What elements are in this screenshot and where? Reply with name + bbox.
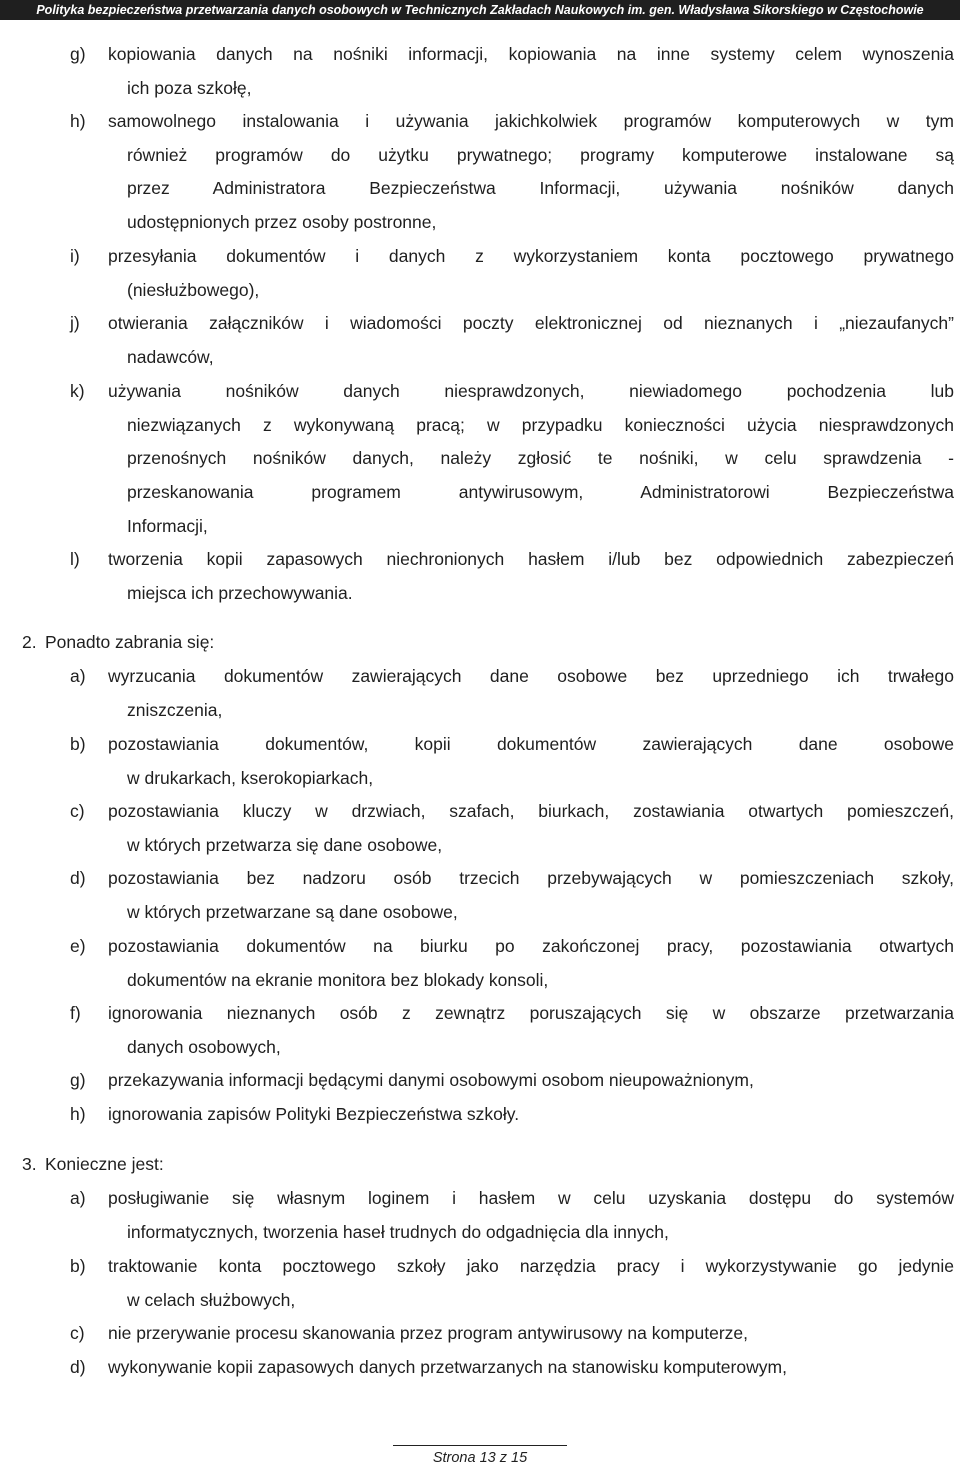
footer-divider (393, 1445, 567, 1446)
list-marker: a) (70, 1188, 86, 1208)
text-line: ignorowania nieznanych osób z zewnątrz poruszających się w obszarze przetwarzania (108, 1003, 954, 1023)
text-line: niezwiązanych z wykonywaną pracą; w przypadku konieczności użycia niesprawdzonych (127, 414, 954, 435)
text-line: używania nośników danych niesprawdzonych, niewiadomego pochodzenia lub (108, 381, 954, 401)
list-item-text (108, 930, 954, 997)
list-item-text (108, 38, 954, 105)
list-item-text (108, 1317, 954, 1351)
text-line: otwierania załączników i wiadomości poczty elektronicznej od nieznanych i „niezaufanych” (108, 313, 954, 333)
text-line: nadawców, (127, 346, 214, 367)
list-marker: c) (70, 801, 85, 821)
text-line: przekazywania informacji będącymi danymi osobowymi osobom nieupoważnionym, (108, 1070, 754, 1090)
list-item-text (108, 795, 954, 862)
list-item-text (108, 1250, 954, 1317)
page-number: Strona 13 z 15 (432, 1450, 528, 1466)
list-item-text (108, 105, 954, 240)
list-item-text (108, 1064, 954, 1098)
text-line: dokumentów na ekranie monitora bez blokady konsoli, (127, 969, 549, 990)
section-number: 2. (22, 632, 37, 652)
text-line: w drukarkach, kserokopiarkach, (127, 767, 374, 788)
list-marker: i) (70, 246, 80, 266)
text-line: ignorowania zapisów Polityki Bezpieczeństwa szkoły. (108, 1104, 520, 1124)
text-line: miejsca ich przechowywania. (127, 582, 353, 603)
text-line: przesyłania dokumentów i danych z wykorzystaniem konta pocztowego prywatnego (108, 246, 954, 266)
text-line: wyrzucania dokumentów zawierających dane osobowe bez uprzedniego ich trwałego (108, 666, 954, 686)
list-item-text (108, 240, 954, 307)
list-marker: b) (70, 734, 86, 754)
list-marker: f) (70, 1003, 81, 1023)
list-item-text (108, 660, 954, 727)
page-header: Polityka bezpieczeństwa przetwarzania danych osobowych w Technicznych Zakładach Naukowych im. gen. Władysława Sikorskiego w Częstochowie (0, 0, 960, 20)
list-marker: d) (70, 868, 86, 888)
text-line: pozostawiania dokumentów, kopii dokumentów zawierających dane osobowe (108, 734, 954, 754)
section-heading-text (45, 626, 954, 660)
text-line: traktowanie konta pocztowego szkoły jako narzędzia pracy i wykorzystywanie go jedynie (108, 1256, 954, 1276)
text-line: w celach służbowych, (127, 1289, 296, 1310)
text-line: Informacji, (127, 515, 208, 536)
text-line: posługiwanie się własnym loginem i hasłem w celu uzyskania dostępu do systemów (108, 1188, 954, 1208)
text-line: w których przetwarza się dane osobowe, (127, 834, 443, 855)
text-line: kopiowania danych na nośniki informacji, kopiowania na inne systemy celem wynoszenia (108, 44, 954, 64)
text-line: wykonywanie kopii zapasowych danych przetwarzanych na stanowisku komputerowym, (108, 1357, 787, 1377)
list-marker: e) (70, 936, 86, 956)
list-marker: h) (70, 111, 86, 131)
list-item-text (108, 1351, 954, 1385)
list-item-text (108, 375, 954, 543)
list-item-text (108, 1098, 954, 1132)
text-line: przez Administratora Bezpieczeństwa Informacji, używania nośników danych (127, 178, 954, 199)
list-item-text (108, 997, 954, 1064)
list-item-text (108, 862, 954, 929)
list-marker: g) (70, 44, 86, 64)
text-line: nie przerywanie procesu skanowania przez program antywirusowy na komputerze, (108, 1323, 749, 1343)
list-item-text (108, 1182, 954, 1249)
heading-line: Ponadto zabrania się: (45, 632, 215, 652)
text-line: tworzenia kopii zapasowych niechronionych hasłem i/lub bez odpowiednich zabezpieczeń (108, 549, 954, 569)
list-marker: h) (70, 1104, 86, 1124)
text-line: pozostawiania kluczy w drzwiach, szafach, biurkach, zostawiania otwartych pomieszczeń, (108, 801, 954, 821)
section-heading-text (45, 1148, 954, 1182)
list-marker: j) (70, 313, 80, 333)
heading-line: Konieczne jest: (45, 1154, 164, 1174)
text-line: zniszczenia, (127, 699, 223, 720)
text-line: w których przetwarzane są dane osobowe, (127, 901, 458, 922)
list-marker: d) (70, 1357, 86, 1377)
text-line: samowolnego instalowania i używania jakichkolwiek programów komputerowych w tym (108, 111, 954, 131)
text-line: pozostawiania dokumentów na biurku po zakończonej pracy, pozostawiania otwartych (108, 936, 954, 956)
text-line: ich poza szkołę, (127, 77, 252, 98)
text-line: udostępnionych przez osoby postronne, (127, 212, 437, 233)
list-marker: c) (70, 1323, 85, 1343)
text-line: (niesłużbowego), (127, 279, 260, 300)
list-marker: g) (70, 1070, 86, 1090)
section-number: 3. (22, 1154, 37, 1174)
text-line: przenośnych nośników danych, należy zgłosić te nośniki, w celu sprawdzenia - (127, 448, 954, 469)
list-marker: b) (70, 1256, 86, 1276)
list-marker: k) (70, 381, 85, 401)
list-item-text (108, 728, 954, 795)
text-line: również programów do użytku prywatnego; programy komputerowe instalowane są (127, 144, 954, 165)
text-line: informatycznych, tworzenia haseł trudnych do odgadnięcia dla innych, (127, 1221, 669, 1242)
list-marker: a) (70, 666, 86, 686)
list-item-text (108, 307, 954, 374)
list-marker: l) (70, 549, 80, 569)
list-item-text (108, 543, 954, 610)
text-line: pozostawiania bez nadzoru osób trzecich przebywających w pomieszczeniach szkoły, (108, 868, 954, 888)
text-line: danych osobowych, (127, 1036, 281, 1057)
text-line: przeskanowania programem antywirusowym, Administratorowi Bezpieczeństwa (127, 482, 954, 503)
